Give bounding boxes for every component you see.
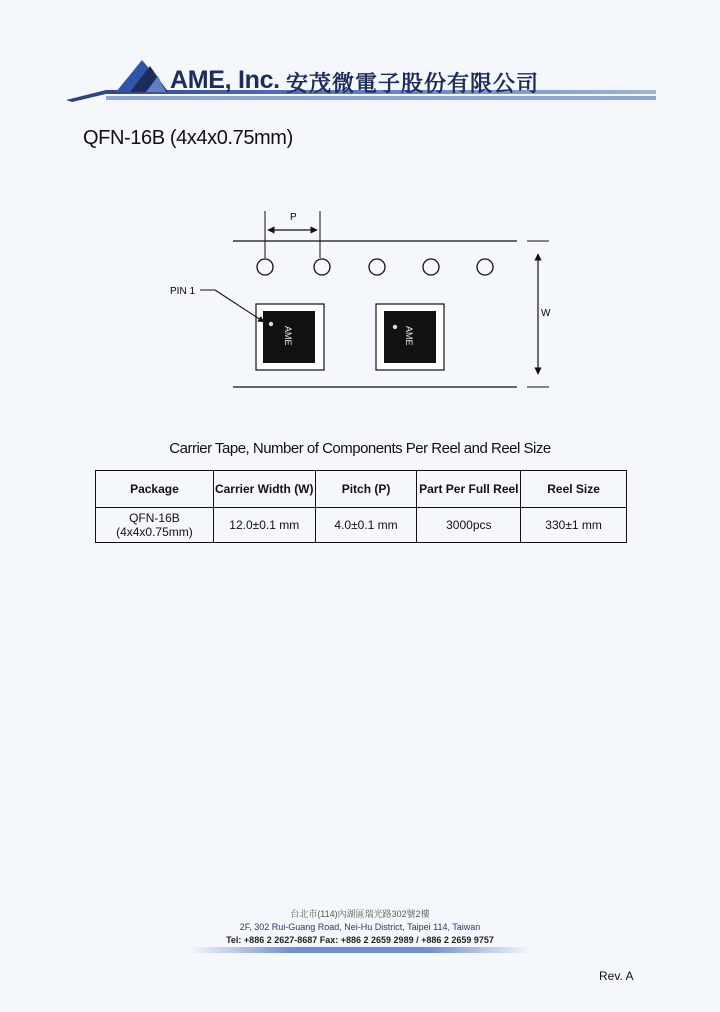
col-header-reel-size: Reel Size <box>521 471 627 508</box>
footer-address-cn: 台北市(114)內湖區瑞光路302號2樓 <box>290 909 430 919</box>
cell-reel-size: 330±1 mm <box>521 508 627 543</box>
cell-pitch: 4.0±0.1 mm <box>315 508 417 543</box>
col-header-parts-per-reel: Part Per Full Reel <box>417 471 521 508</box>
col-header-carrier-width: Carrier Width (W) <box>213 471 315 508</box>
sprocket-hole <box>257 259 273 275</box>
table-header-row <box>96 471 627 508</box>
table-row <box>96 508 627 543</box>
cell-parts-per-reel: 3000pcs <box>417 508 521 543</box>
sprocket-hole <box>477 259 493 275</box>
width-label: W <box>541 308 551 319</box>
footer-contact: Tel: +886 2 2627-8687 Fax: +886 2 2659 2989 / +886 2 2659 9757 <box>226 935 494 945</box>
pin1-dot <box>393 325 397 329</box>
chip-marking: AME <box>404 326 414 346</box>
carrier-tape-diagram <box>0 0 720 420</box>
chip-marking: AME <box>283 326 293 346</box>
sprocket-hole <box>314 259 330 275</box>
page-footer <box>0 908 720 947</box>
reel-spec-table <box>95 470 627 543</box>
pin1-label: PIN 1 <box>170 286 196 297</box>
cell-package <box>96 508 214 543</box>
sprocket-hole <box>423 259 439 275</box>
footer-address-en: 2F, 302 Rui-Guang Road, Nei-Hu District, Taipei 114, Taiwan <box>239 922 481 932</box>
cell-package-line2: (4x4x0.75mm) <box>116 525 193 539</box>
cell-carrier-width: 12.0±0.1 mm <box>213 508 315 543</box>
page-title: QFN-16B (4x4x0.75mm) <box>83 127 293 149</box>
cell-package-line1: QFN-16B <box>129 511 180 525</box>
sprocket-hole <box>369 259 385 275</box>
company-name-en: AME, Inc. <box>170 66 280 94</box>
pitch-label: P <box>290 212 297 223</box>
pin1-dot <box>269 322 273 326</box>
col-header-package: Package <box>96 471 214 508</box>
footer-divider <box>190 947 530 953</box>
revision-label: Rev. A <box>599 969 634 983</box>
col-header-pitch: Pitch (P) <box>315 471 417 508</box>
table-title: Carrier Tape, Number of Components Per Reel and Reel Size <box>169 440 551 457</box>
company-name-cn: 安茂微電子股份有限公司 <box>286 71 540 96</box>
